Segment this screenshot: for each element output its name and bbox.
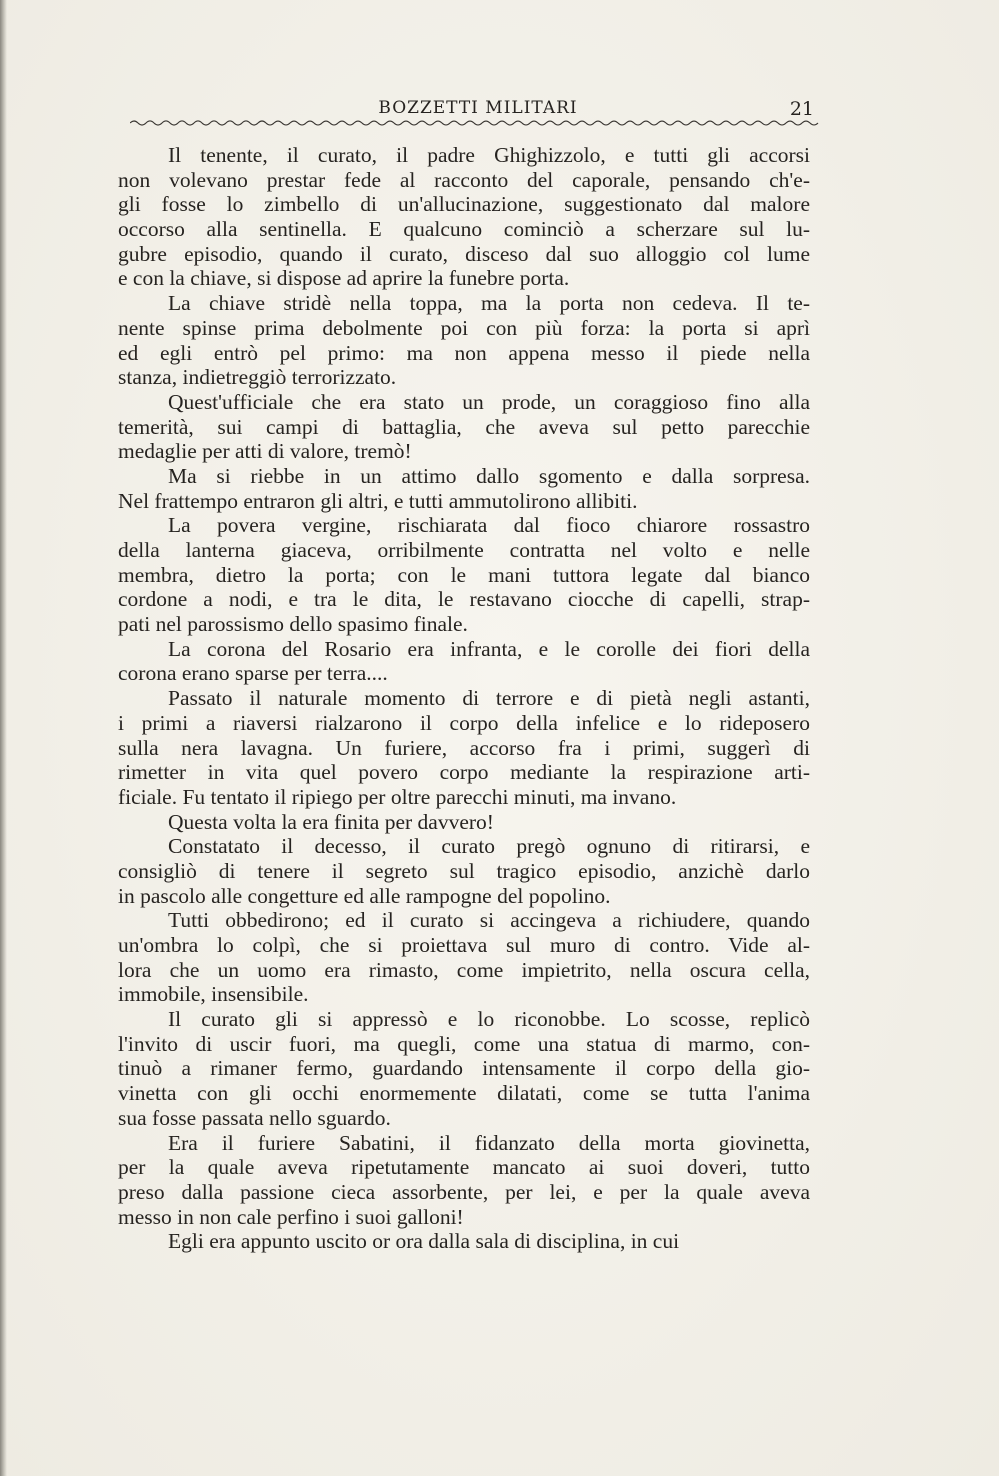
text-line: cordone a nodi, e tra le dita, le restavano ciocche di capelli, strap- — [118, 587, 810, 612]
text-line: e con la chiave, si dispose ad aprire la funebre porta. — [118, 266, 570, 291]
text-line: Ma si riebbe in un attimo dallo sgomento e dalla sorpresa. — [168, 463, 810, 488]
text-line: in pascolo alle congetture ed alle rampogne del popolino. — [118, 883, 611, 908]
paragraph-5 — [118, 513, 810, 636]
text-line: non volevano prestar fede al racconto del caporale, pensando ch'e- — [118, 167, 810, 192]
text-line: per la quale aveva ripetutamente mancato ai suoi doveri, tutto — [118, 1155, 810, 1180]
text-line: stanza, indietreggiò terrorizzato. — [118, 365, 397, 390]
paragraph-12 — [118, 1131, 810, 1230]
paragraph-10 — [118, 908, 810, 1007]
text-line: lora che un uomo era rimasto, come impietrito, nella oscura cella, — [118, 957, 810, 982]
text-line: immobile, insensibile. — [118, 982, 309, 1007]
text-line: ed egli entrò pel primo: ma non appena messo il piede nella — [118, 340, 810, 365]
text-line: membra, dietro la porta; con le mani tuttora legate dal bianco — [118, 562, 810, 587]
text-line: Era il furiere Sabatini, il fidanzato della morta giovinetta, — [168, 1130, 810, 1155]
body-text — [118, 143, 810, 1254]
text-line: La povera vergine, rischiarata dal fioco chiarore rossastro — [168, 513, 810, 538]
text-line: Tutti obbedirono; ed il curato si accingeva a richiudere, quando — [168, 908, 810, 933]
paragraph-13 — [118, 1229, 810, 1254]
running-head — [118, 94, 820, 130]
paragraph-2 — [118, 291, 810, 390]
text-line: Il tenente, il curato, il padre Ghighizzolo, e tutti gli accorsi — [168, 143, 810, 167]
text-line: tinuò a rimaner fermo, guardando intensamente il corpo della gio- — [118, 1056, 810, 1081]
wavy-rule-divider — [130, 118, 820, 128]
paragraph-4 — [118, 464, 810, 513]
text-line: ficiale. Fu tentato il ripiego per oltre parecchi minuti, ma invano. — [118, 784, 677, 809]
text-line: nente spinse prima debolmente poi con più forza: la porta si aprì — [118, 315, 810, 340]
paragraph-7 — [118, 686, 810, 809]
text-line: pati nel parossismo dello spasimo finale. — [118, 612, 468, 637]
text-line: Constatato il decesso, il curato pregò ognuno di ritirarsi, e — [168, 834, 810, 859]
text-line: rimetter in vita quel povero corpo mediante la respirazione arti- — [118, 760, 810, 785]
text-line: Passato il naturale momento di terrore e di pietà negli astanti, — [168, 686, 810, 711]
text-line: messo in non cale perfino i suoi galloni! — [118, 1204, 464, 1229]
running-head-title: BOZZETTI MILITARI — [378, 98, 578, 118]
text-line: temerità, sui campi di battaglia, che aveva sul petto parecchie — [118, 414, 810, 439]
text-line: sua fosse passata nello sguardo. — [118, 1105, 391, 1130]
text-line: Quest'ufficiale che era stato un prode, un coraggioso fino alla — [168, 389, 810, 414]
text-line: sulla nera lavagna. Un furiere, accorso fra i primi, suggerì di — [118, 735, 810, 760]
text-line: occorso alla sentinella. E qualcuno cominciò a scherzare sul lu- — [118, 217, 810, 242]
text-line: i primi a riaversi rialzarono il corpo della infelice e lo rideposero — [118, 710, 810, 735]
paragraph-9 — [118, 834, 810, 908]
page-number: 21 — [789, 98, 814, 120]
text-line: Nel frattempo entraron gli altri, e tutti ammutolirono allibiti. — [118, 488, 638, 513]
text-line: gli fosse lo zimbello di un'allucinazione, suggestionato dal malore — [118, 192, 810, 217]
text-line: Egli era appunto uscito or ora dalla sala di disciplina, in cui — [168, 1229, 680, 1254]
text-line: gubre episodio, quando il curato, disceso dal suo alloggio col lume — [118, 241, 810, 266]
text-line: Il curato gli si appressò e lo riconobbe. Lo scosse, replicò — [168, 1007, 810, 1032]
paragraph-1 — [118, 143, 810, 291]
text-line: consigliò di tenere il segreto sul tragico episodio, anzichè darlo — [118, 858, 810, 883]
paragraph-6 — [118, 637, 810, 686]
paragraph-3 — [118, 390, 810, 464]
text-line: preso dalla passione cieca assorbente, per lei, e per la quale aveva — [118, 1179, 810, 1204]
text-line: Questa volta la era finita per davvero! — [168, 809, 494, 834]
paragraph-8 — [118, 810, 810, 835]
text-line: un'ombra lo colpì, che si proiettava sul muro di contro. Vide al- — [118, 933, 810, 957]
text-line: corona erano sparse per terra.... — [118, 661, 388, 686]
text-line: La corona del Rosario era infranta, e le corolle dei fiori della — [168, 636, 810, 661]
paragraph-11 — [118, 1007, 810, 1130]
page-spine-shadow — [0, 0, 7, 1476]
text-line: medaglie per atti di valore, tremò! — [118, 439, 412, 464]
text-line: vinetta con gli occhi enormemente dilatati, come se tutta l'anima — [118, 1081, 810, 1106]
text-line: La chiave stridè nella toppa, ma la porta non cedeva. Il te- — [168, 291, 810, 316]
text-line: l'invito di uscir fuori, ma quegli, come una statua di marmo, con- — [118, 1031, 810, 1056]
text-line: della lanterna giaceva, orribilmente contratta nel volto e nelle — [118, 538, 810, 562]
